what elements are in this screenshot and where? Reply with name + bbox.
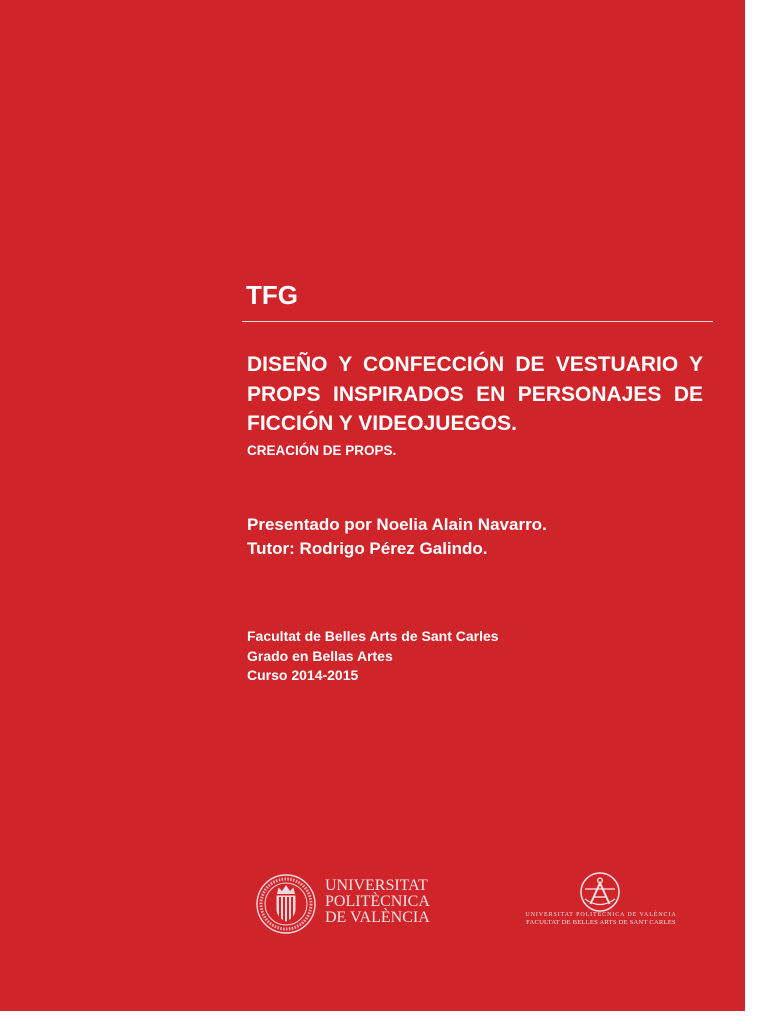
thesis-title: DISEÑO Y CONFECCIÓN DE VESTUARIO Y PROPS INSPIRADOS EN PERSONAJES DE FICCIÓN Y VIDEOJUEGOS.: [247, 353, 703, 435]
faculty-name: Facultat de Belles Arts de Sant Carles: [247, 628, 499, 644]
document-type-label: TFG: [246, 280, 298, 310]
degree-name: Grado en Bellas Artes: [247, 647, 393, 664]
upv-wordmark-line: UNIVERSITAT: [325, 877, 428, 894]
upv-wordmark-line: POLITÈCNICA: [325, 893, 430, 910]
authorship-block: [247, 513, 547, 561]
faculty-wordmark-university: UNIVERSITAT POLITÈCNICA DE VALÈNCIA: [525, 912, 677, 918]
author-line: Presentado por Noelia Alain Navarro.: [247, 515, 547, 534]
emblem-base-arc: [585, 899, 615, 905]
academic-year: Curso 2014-2015: [247, 667, 359, 683]
tutor-line: Tutor: Rodrigo Pérez Galindo.: [247, 539, 488, 558]
upv-seal-icon: [255, 873, 317, 935]
emblem-compass-legs: [591, 883, 610, 904]
faculty-emblem-icon: [578, 870, 622, 914]
upv-wordmark: [325, 878, 430, 926]
institution-block: [247, 627, 499, 686]
faculty-wordmark-faculty: FACULTAT DE BELLES ARTS DE SANT CARLES: [526, 919, 676, 926]
seal-crown: [277, 885, 295, 894]
title-divider: [242, 321, 713, 322]
upv-wordmark-line: DE VALÈNCIA: [325, 909, 430, 926]
thesis-subtitle: CREACIÓN DE PROPS.: [247, 443, 397, 458]
faculty-wordmark: [518, 912, 684, 927]
